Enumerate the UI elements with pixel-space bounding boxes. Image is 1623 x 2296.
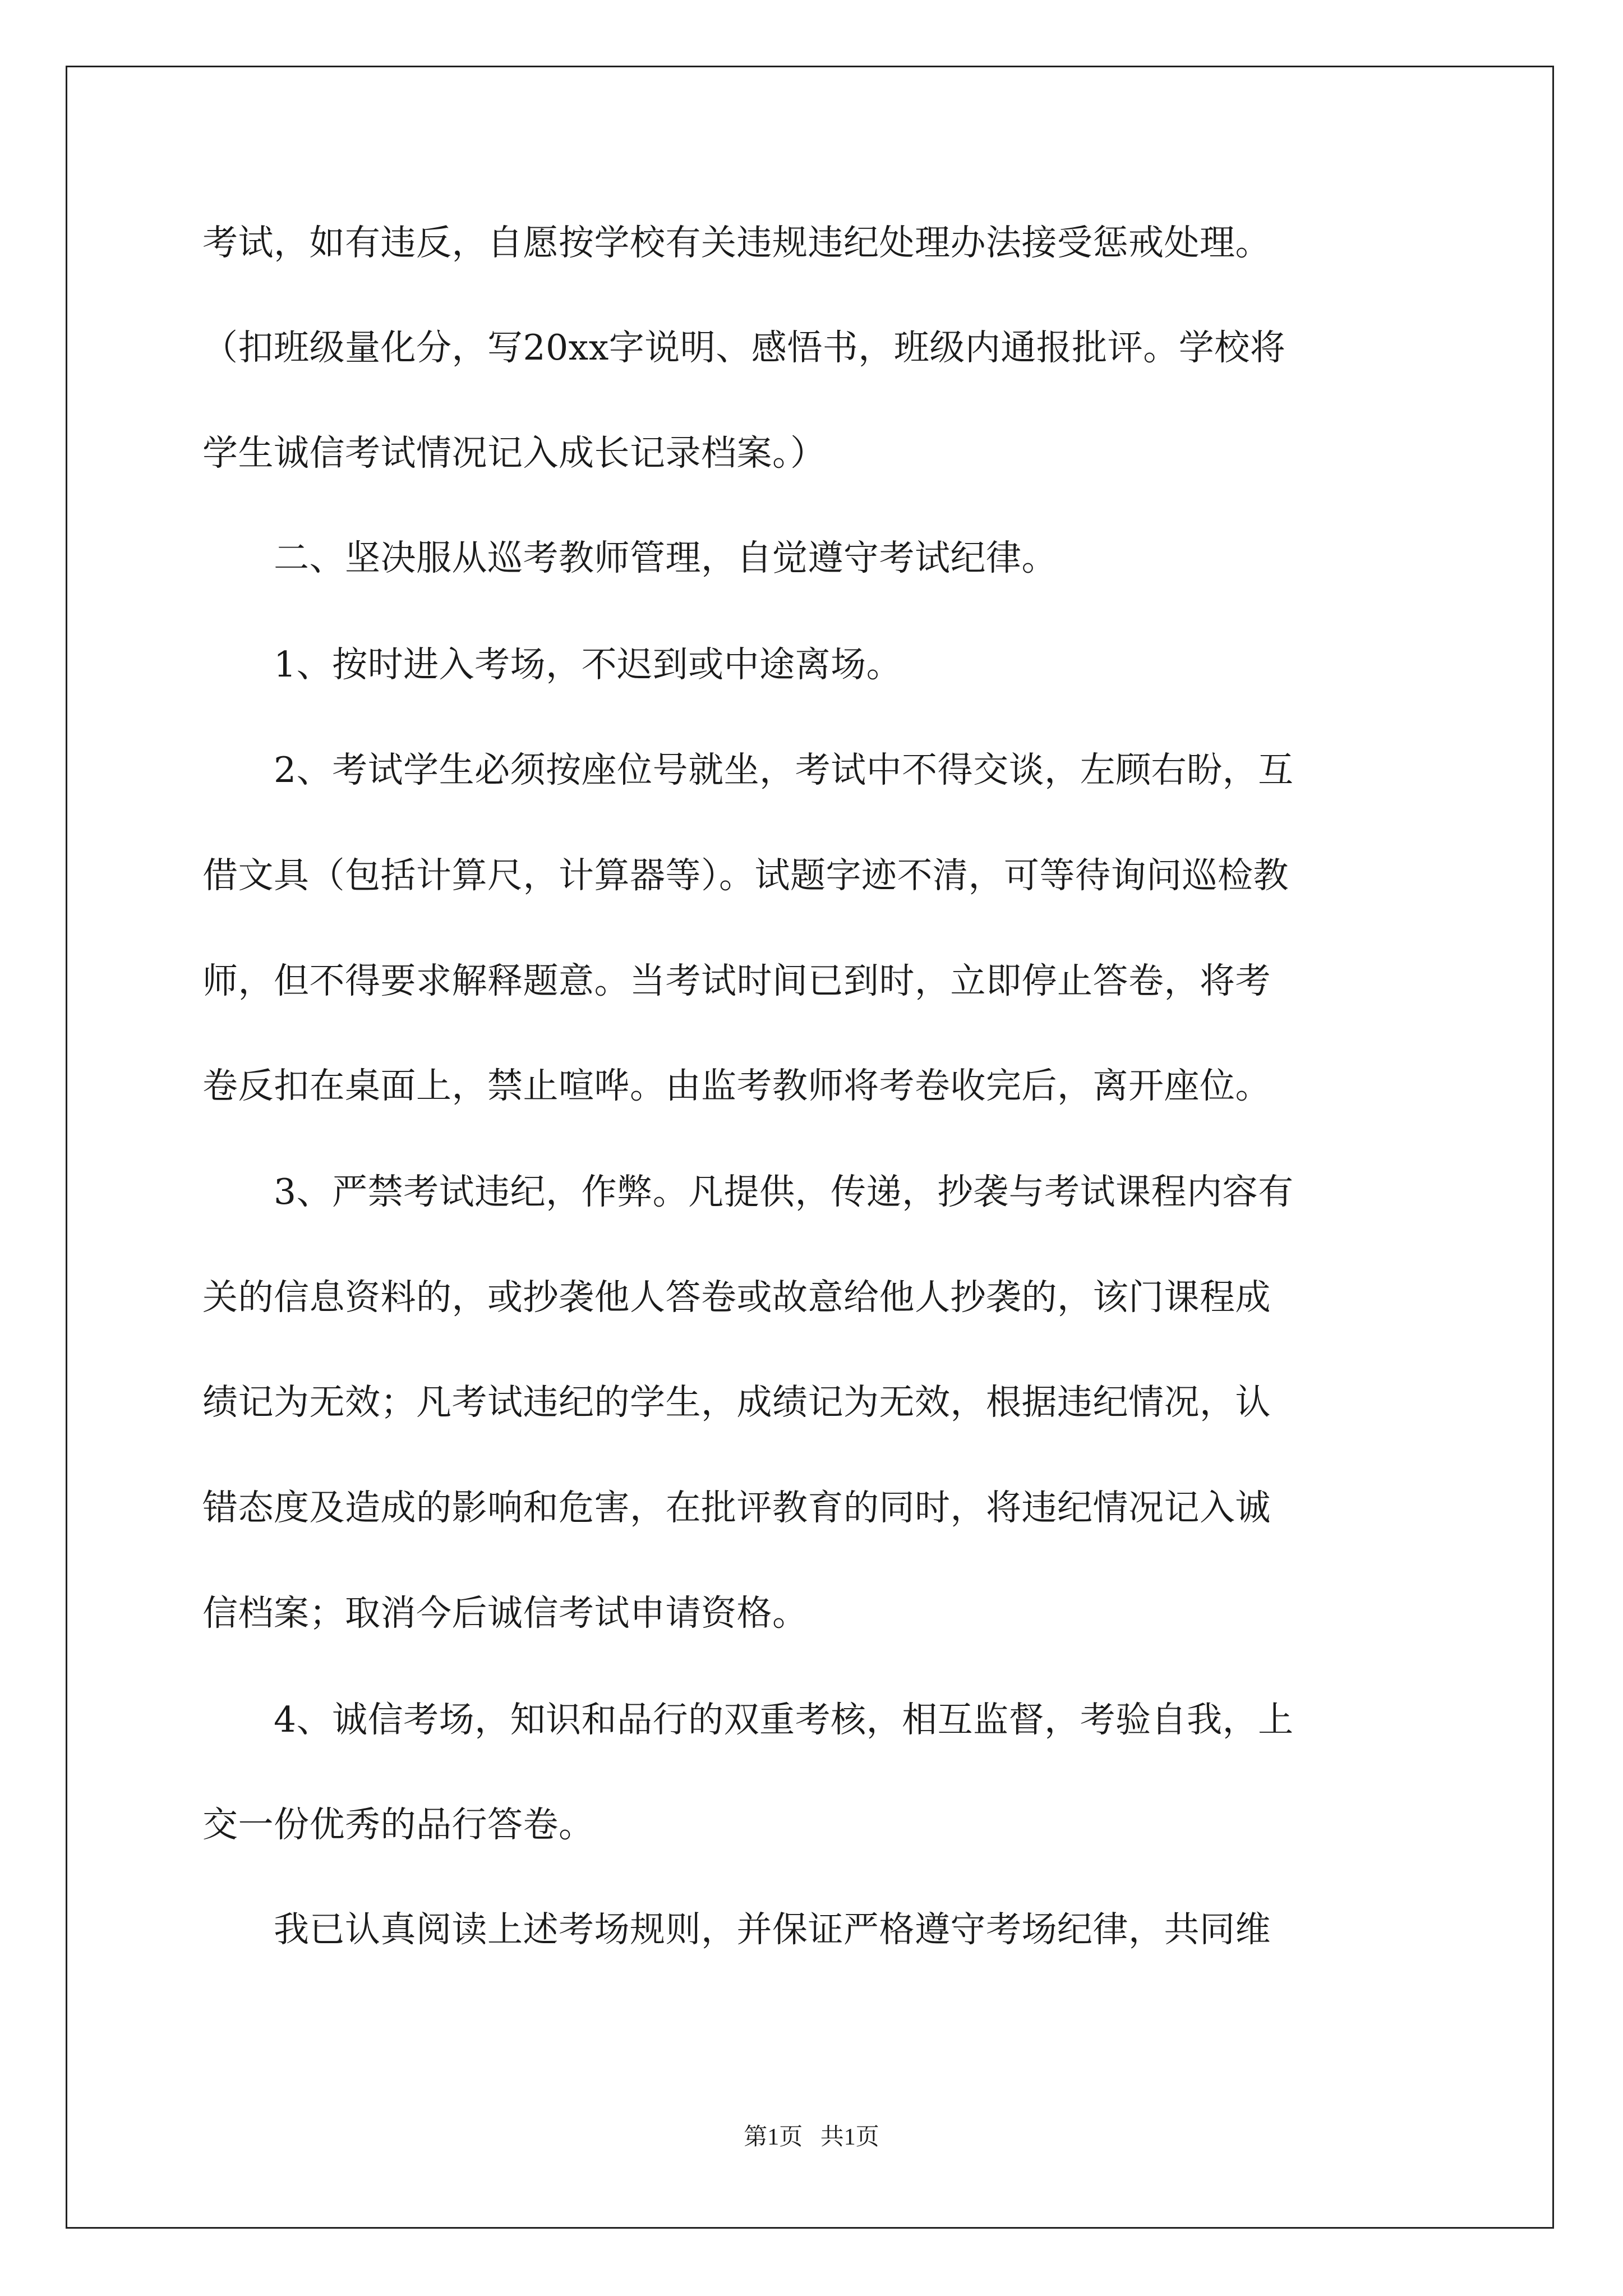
text-line: 学生诚信考试情况记入成长记录档案。） xyxy=(202,432,826,473)
text-line: 考试，如有违反，自愿按学校有关违规违纪处理办法接受惩戒处理。 xyxy=(202,222,1271,263)
text-line: 我已认真阅读上述考场规则，并保证严格遵守考场纪律，共同维 xyxy=(202,1909,1271,1950)
text-line: 绩记为无效；凡考试违纪的学生，成绩记为无效，根据违纪情况，认 xyxy=(202,1382,1271,1423)
text-line: 关的信息资料的，或抄袭他人答卷或故意给他人抄袭的，该门课程成 xyxy=(202,1277,1271,1318)
text-line: 4、诚信考场，知识和品行的双重考核，相互监督，考验自我，上 xyxy=(202,1699,1294,1740)
text-line: 二、坚决服从巡考教师管理，自觉遵守考试纪律。 xyxy=(202,537,1057,578)
text-line: 师，但不得要求解释题意。当考试时间已到时，立即停止答卷，将考 xyxy=(202,960,1271,1001)
page-footer: 第1页 共1页 xyxy=(744,2124,879,2150)
text-line: 2、考试学生必须按座位号就坐，考试中不得交谈，左顾右盼，互 xyxy=(202,749,1294,790)
text-line: 1、按时进入考场，不迟到或中途离场。 xyxy=(202,644,902,685)
text-line: 借文具（包括计算尺，计算器等）。试题字迹不清，可等待询问巡检教 xyxy=(202,855,1289,896)
text-line: 交一份优秀的品行答卷。 xyxy=(202,1804,594,1845)
text-line: 3、严禁考试违纪，作弊。凡提供，传递，抄袭与考试课程内容有 xyxy=(202,1171,1294,1212)
text-line: 错态度及造成的影响和危害，在批评教育的同时，将违纪情况记入诚 xyxy=(202,1487,1271,1528)
text-line: 信档案；取消今后诚信考试申请资格。 xyxy=(202,1593,808,1634)
text-line: 卷反扣在桌面上，禁止喧哗。由监考教师将考卷收完后，离开座位。 xyxy=(202,1065,1271,1106)
text-line: （扣班级量化分，写20xx字说明、感悟书，班级内通报批评。学校将 xyxy=(202,327,1286,368)
page-border xyxy=(66,66,1554,2229)
